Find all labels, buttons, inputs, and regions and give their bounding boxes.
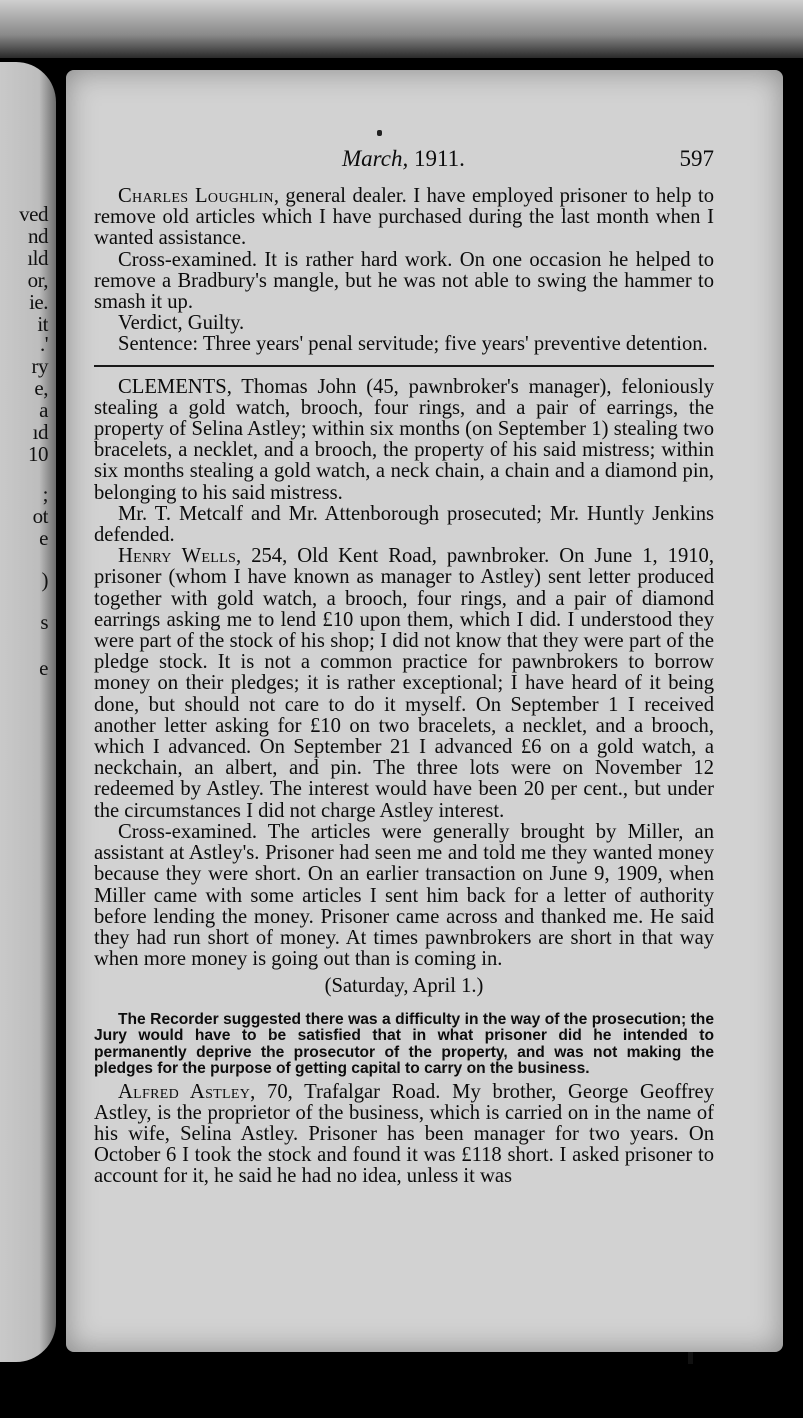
paragraph-wells-cross: Cross-examined. The articles were generally brought by Miller, an assistant at Astley's. Prisoner had seen me and told me they wanted money because they were short. On an earlier transaction on June 9, 1909, when Miller came with some articles I sent him back for a letter of authority before lending the money. Prisoner came across and thanked me. He said they had run short of money. At times pawnbrokers are short in that way when more money is going out than is coming in. — [94, 820, 714, 971]
paragraph-astley — [94, 1082, 714, 1188]
document-page — [66, 70, 783, 1352]
ink-speck — [377, 130, 382, 136]
margin-fragment: e, — [34, 376, 48, 400]
witness-name: Charles Loughlin — [118, 185, 274, 207]
page-header — [94, 146, 714, 176]
margin-fragment: or, — [27, 268, 48, 292]
paragraph-verdict: Verdict, Guilty. — [118, 312, 245, 335]
margin-fragment: e — [39, 656, 48, 680]
paragraph-loughlin — [94, 186, 714, 250]
paragraph-text: , 254, Old Kent Road, pawnbroker. On June 1, 1910, prisoner (whom I have known as manager to Astley) sent letter produced together with gold watch, a brooch, four rings, and a pair of diamond earrings asking me to lend £10 upon them, which I did. I understood they were part of the stock of his shop; I did not know that they were part of the pledge stock. It is not a common practice for pawnbrokers to borrow money on their pledges; it is rather exceptional; I have heard of it being done, but should not care to do it myself. On September 1 I received another letter asking for £10 on two bracelets, a necklet, and a brooch, which I advanced. On September 21 I advanced £6 on a gold watch, a neckchain, an albert, and pin. The three lots were on November 12 redeemed by Astley. The interest would have been 20 per cent., but under the circumstances I did not charge Astley interest. — [94, 545, 714, 822]
margin-fragment: ıld — [27, 246, 48, 270]
section-divider — [94, 365, 714, 367]
witness-name: Alfred Astley — [118, 1080, 251, 1103]
margin-fragment: 10 — [28, 442, 48, 466]
margin-fragment: ry — [31, 354, 48, 378]
body-text — [94, 186, 714, 1188]
ink-mark — [688, 1352, 693, 1364]
paragraph-clements-charge: CLEMENTS, Thomas John (45, pawnbroker's manager), feloniously stealing a gold watch, brooch, four rings, and a pair of earrings, the property of Selina Astley; within six months (on September 1) stealing two bracelets, a necklet, and a brooch, the property of his said mistress; within six months stealing a gold watch, a neck chain, a chain and a diamond pin, belonging to his said mistress. — [94, 375, 714, 504]
margin-fragment: ) — [41, 568, 48, 592]
witness-name: Henry Wells — [118, 545, 237, 568]
margin-fragment: ot — [32, 504, 48, 528]
margin-fragment: .' — [39, 332, 48, 356]
header-date — [342, 146, 465, 172]
scanner-top-strip — [0, 0, 803, 58]
margin-fragment: ıd — [32, 420, 48, 444]
paragraph-wells — [94, 546, 714, 822]
paragraph-text: , 70, Trafalgar Road. My brother, George Geoffrey Astley, is the proprietor of the business, which is carried on in the name of his wife, Selina Astley. Prisoner has been manager for two years. On October 6 I took the stock and found it was £118 short. I asked prisoner to account for it, he said he had no idea, unless it was — [94, 1080, 714, 1188]
margin-fragment: ved — [19, 202, 48, 226]
margin-fragment: a — [39, 398, 48, 422]
page-number: 597 — [679, 146, 714, 171]
header-month: March, — [342, 146, 409, 171]
paragraph-recorder-note: The Recorder suggested there was a difficulty in the way of the prosecution; the Jury would have to be satisfied that in what prisoner did he intended to permanently deprive the prosecutor of the property, and was not making the pledges for the purpose of getting capital to carry on the business. — [94, 1010, 714, 1078]
margin-fragment: ; — [42, 482, 48, 506]
previous-page-edge — [0, 62, 56, 1362]
paragraph-text: , general dealer. I have employed prisoner to help to remove old articles which I have purchased during the last month when I wanted assistance. — [94, 185, 715, 250]
margin-fragment: it — [37, 312, 48, 336]
margin-fragment: nd — [28, 224, 48, 248]
date-heading: (Saturday, April 1.) — [324, 975, 484, 998]
margin-fragment: e — [39, 526, 48, 550]
margin-fragment: s — [40, 610, 48, 634]
margin-fragment: ie. — [29, 290, 48, 314]
paragraph-counsel: Mr. T. Metcalf and Mr. Attenborough prosecuted; Mr. Huntly Jenkins defended. — [94, 502, 714, 547]
header-year: 1911. — [413, 146, 465, 171]
paragraph-cross-examined: Cross-examined. It is rather hard work. On one occasion he helped to remove a Bradbury's mangle, but he was not able to swing the hammer to smash it up. — [94, 248, 714, 314]
paragraph-sentence: Sentence: Three years' penal servitude; five years' preventive detention. — [118, 333, 708, 356]
